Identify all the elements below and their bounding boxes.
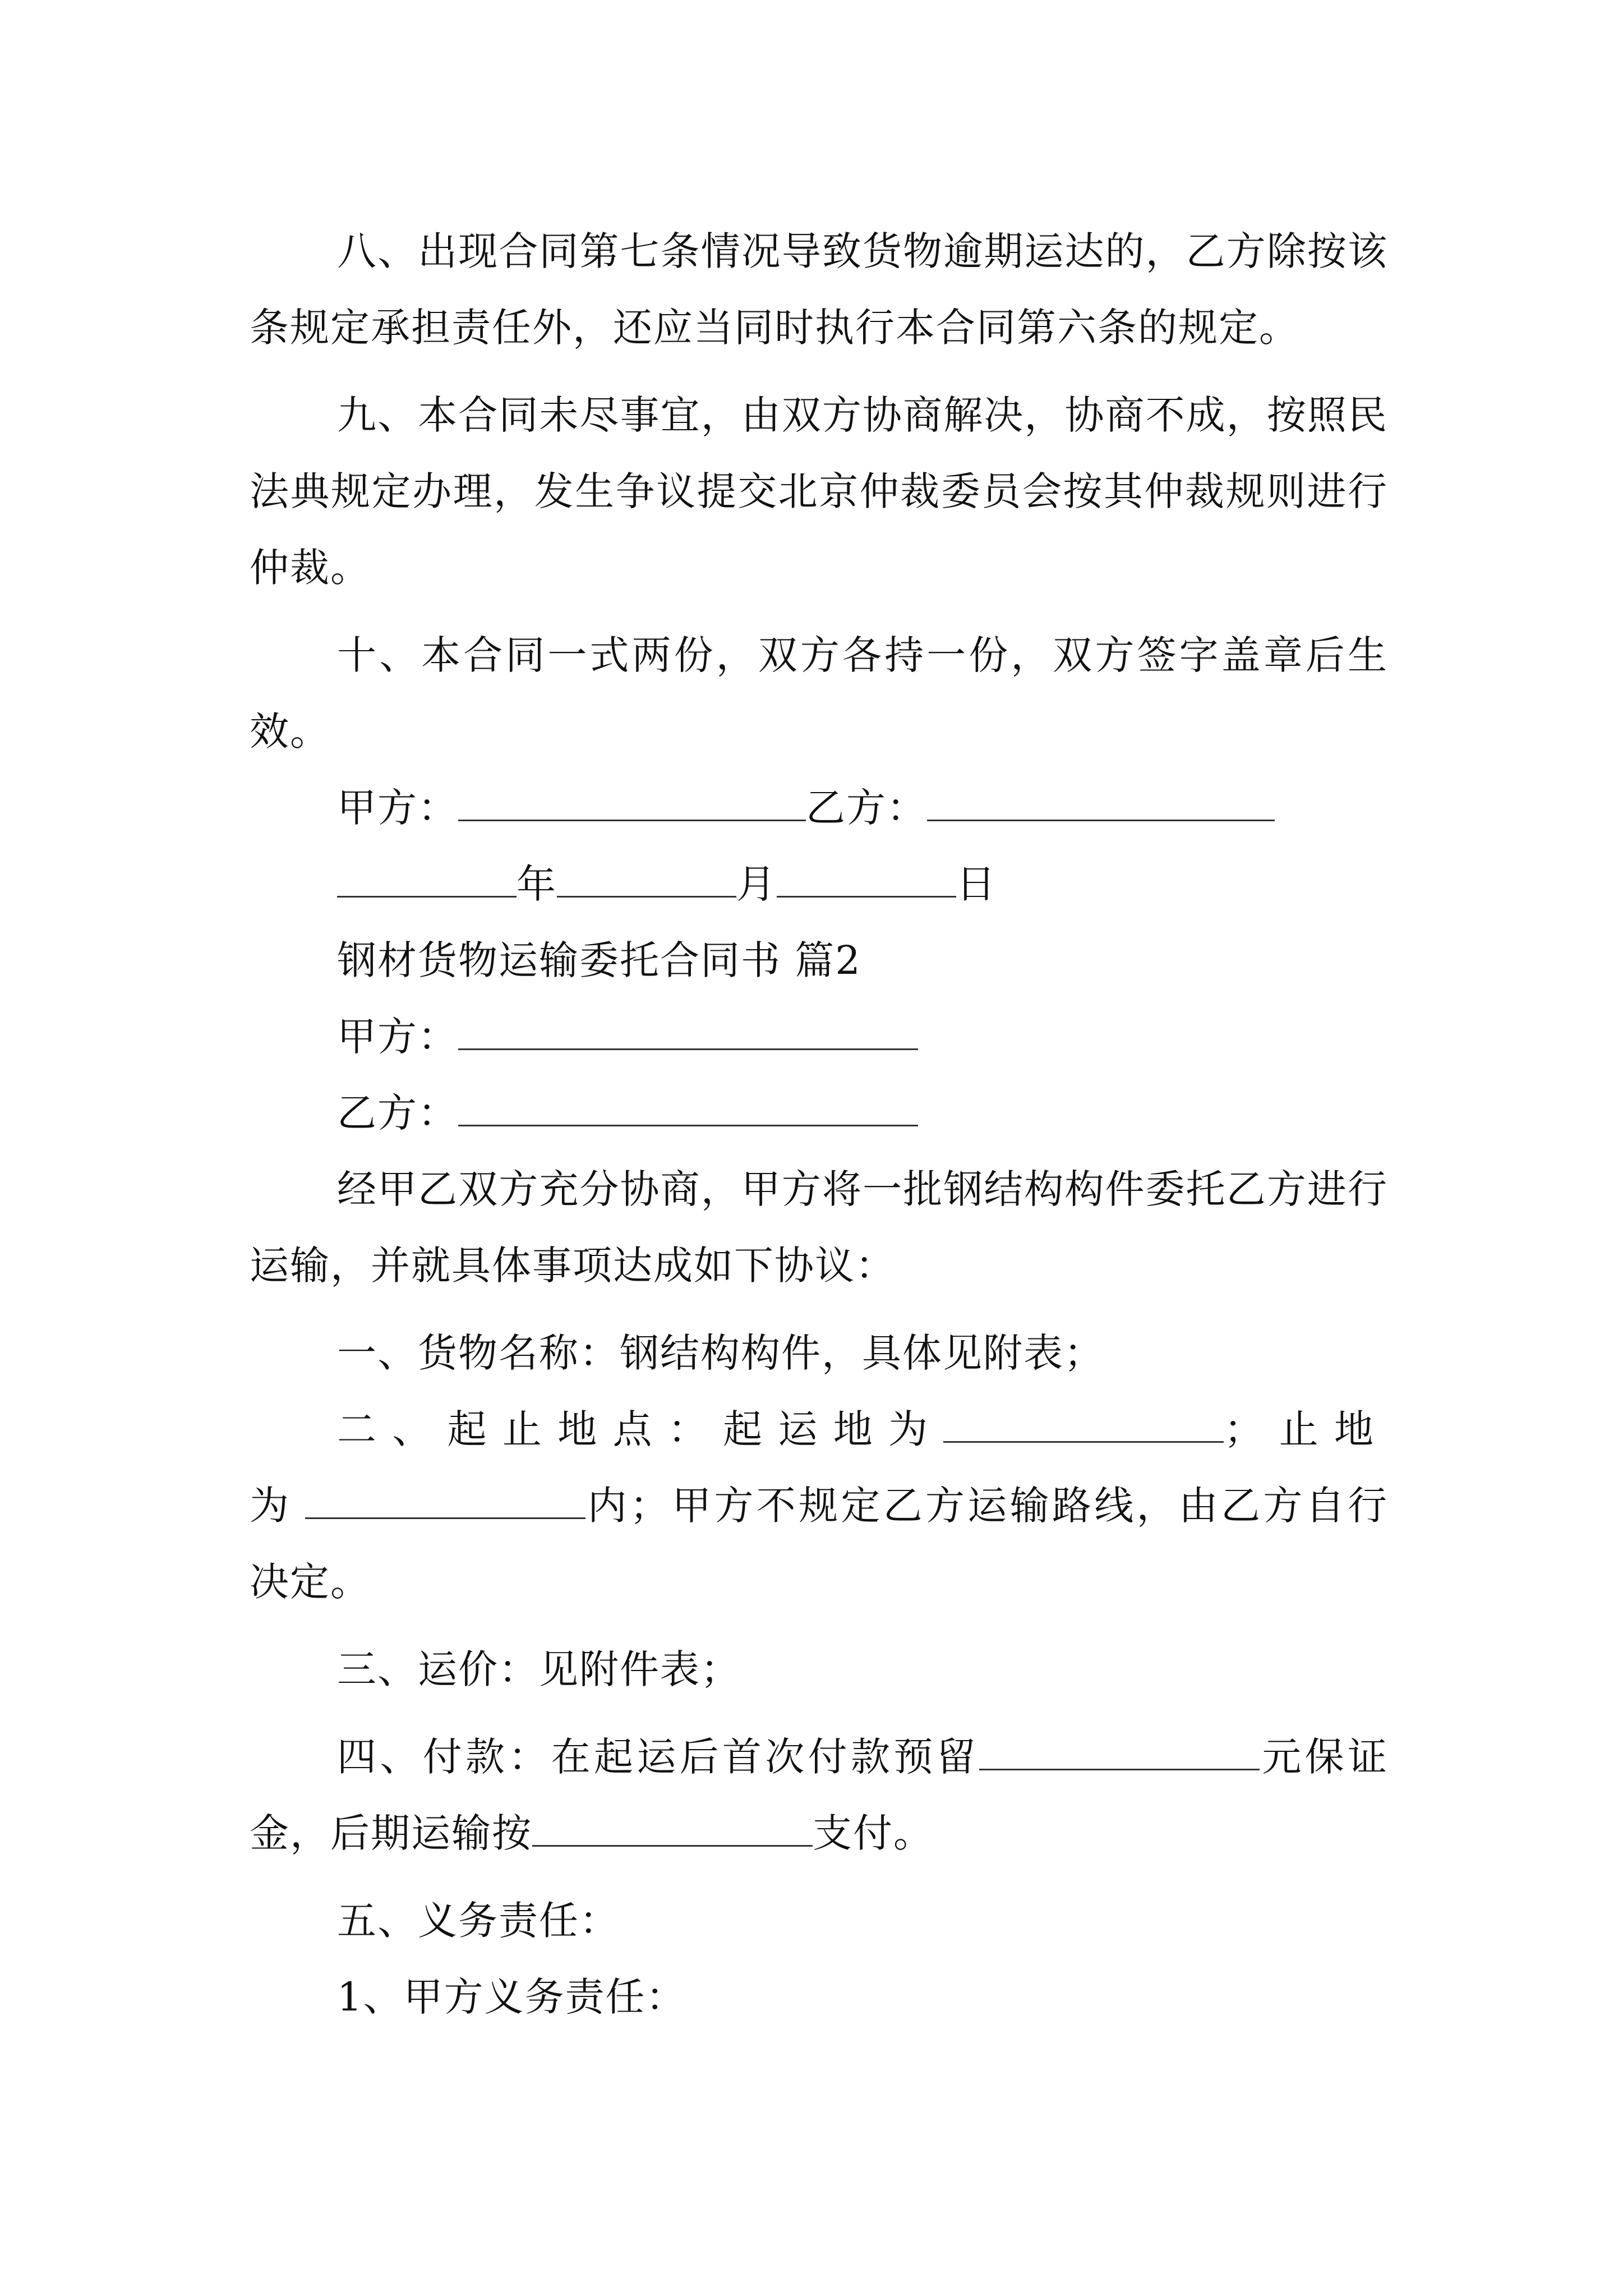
contract-2-title: 钢材货物运输委托合同书 篇2 <box>337 937 861 983</box>
item-5-1-party-a-obligations: 1、甲方义务责任： <box>337 1974 686 2020</box>
date-line <box>250 846 1388 922</box>
month-blank[interactable] <box>557 861 736 898</box>
party-a-signature-blank[interactable] <box>458 785 806 821</box>
item-4-suffix: 支付。 <box>813 1810 934 1856</box>
item-2-mid: ；止地为 <box>250 1406 1389 1529</box>
month-label: 月 <box>736 861 777 907</box>
party-b-label: 乙方： <box>337 1090 458 1136</box>
year-blank[interactable] <box>337 861 517 898</box>
clause-9: 九、本合同未尽事宜，由双方协商解决，协商不成，按照民法典规定办理，发生争议提交北京仲裁委员会按其仲裁规则进行仲裁。 <box>250 392 1388 591</box>
item-4-payment <box>250 1719 1388 1871</box>
origin-blank[interactable] <box>943 1406 1224 1443</box>
clause-8: 八、出现合同第七条情况导致货物逾期运达的，乙方除按该条规定承担责任外，还应当同时执行本合同第六条的规定。 <box>250 228 1388 351</box>
party-a-label: 甲方： <box>337 785 458 831</box>
item-2-prefix: 二、起止地点：起运地为 <box>337 1406 944 1452</box>
item-1-goods-name: 一、货物名称：钢结构构件，具体见附表； <box>337 1330 1104 1376</box>
item-3-freight: 三、运价：见附件表； <box>337 1646 741 1692</box>
party-a-name-blank[interactable] <box>458 1014 918 1050</box>
item-2-suffix: 内；甲方不规定乙方运输路线，由乙方自行决定。 <box>250 1483 1389 1605</box>
destination-blank[interactable] <box>305 1483 585 1519</box>
contract-2-intro: 经甲乙双方充分协商，甲方将一批钢结构构件委托乙方进行运输，并就具体事项达成如下协议： <box>250 1166 1388 1289</box>
contract-2-party-b <box>250 1075 1388 1151</box>
document-page <box>250 213 1388 2035</box>
clause-10: 十、本合同一式两份，双方各持一份，双方签字盖章后生效。 <box>250 632 1388 754</box>
item-2-locations <box>250 1391 1388 1620</box>
item-4-mid: 元保证金，后期运输按 <box>250 1734 1388 1856</box>
payment-terms-blank[interactable] <box>532 1810 813 1847</box>
party-b-label: 乙方： <box>806 785 927 831</box>
day-label: 日 <box>956 861 997 907</box>
item-4-prefix: 四、付款：在起运后首次付款预留 <box>337 1734 979 1780</box>
signature-line <box>250 770 1388 846</box>
contract-2-party-a <box>250 999 1388 1075</box>
party-b-name-blank[interactable] <box>458 1090 918 1126</box>
deposit-blank[interactable] <box>979 1734 1260 1770</box>
year-label: 年 <box>517 861 557 907</box>
item-5-obligations: 五、义务责任： <box>337 1898 620 1944</box>
party-b-signature-blank[interactable] <box>927 785 1275 821</box>
party-a-label: 甲方： <box>337 1014 458 1060</box>
day-blank[interactable] <box>777 861 956 898</box>
